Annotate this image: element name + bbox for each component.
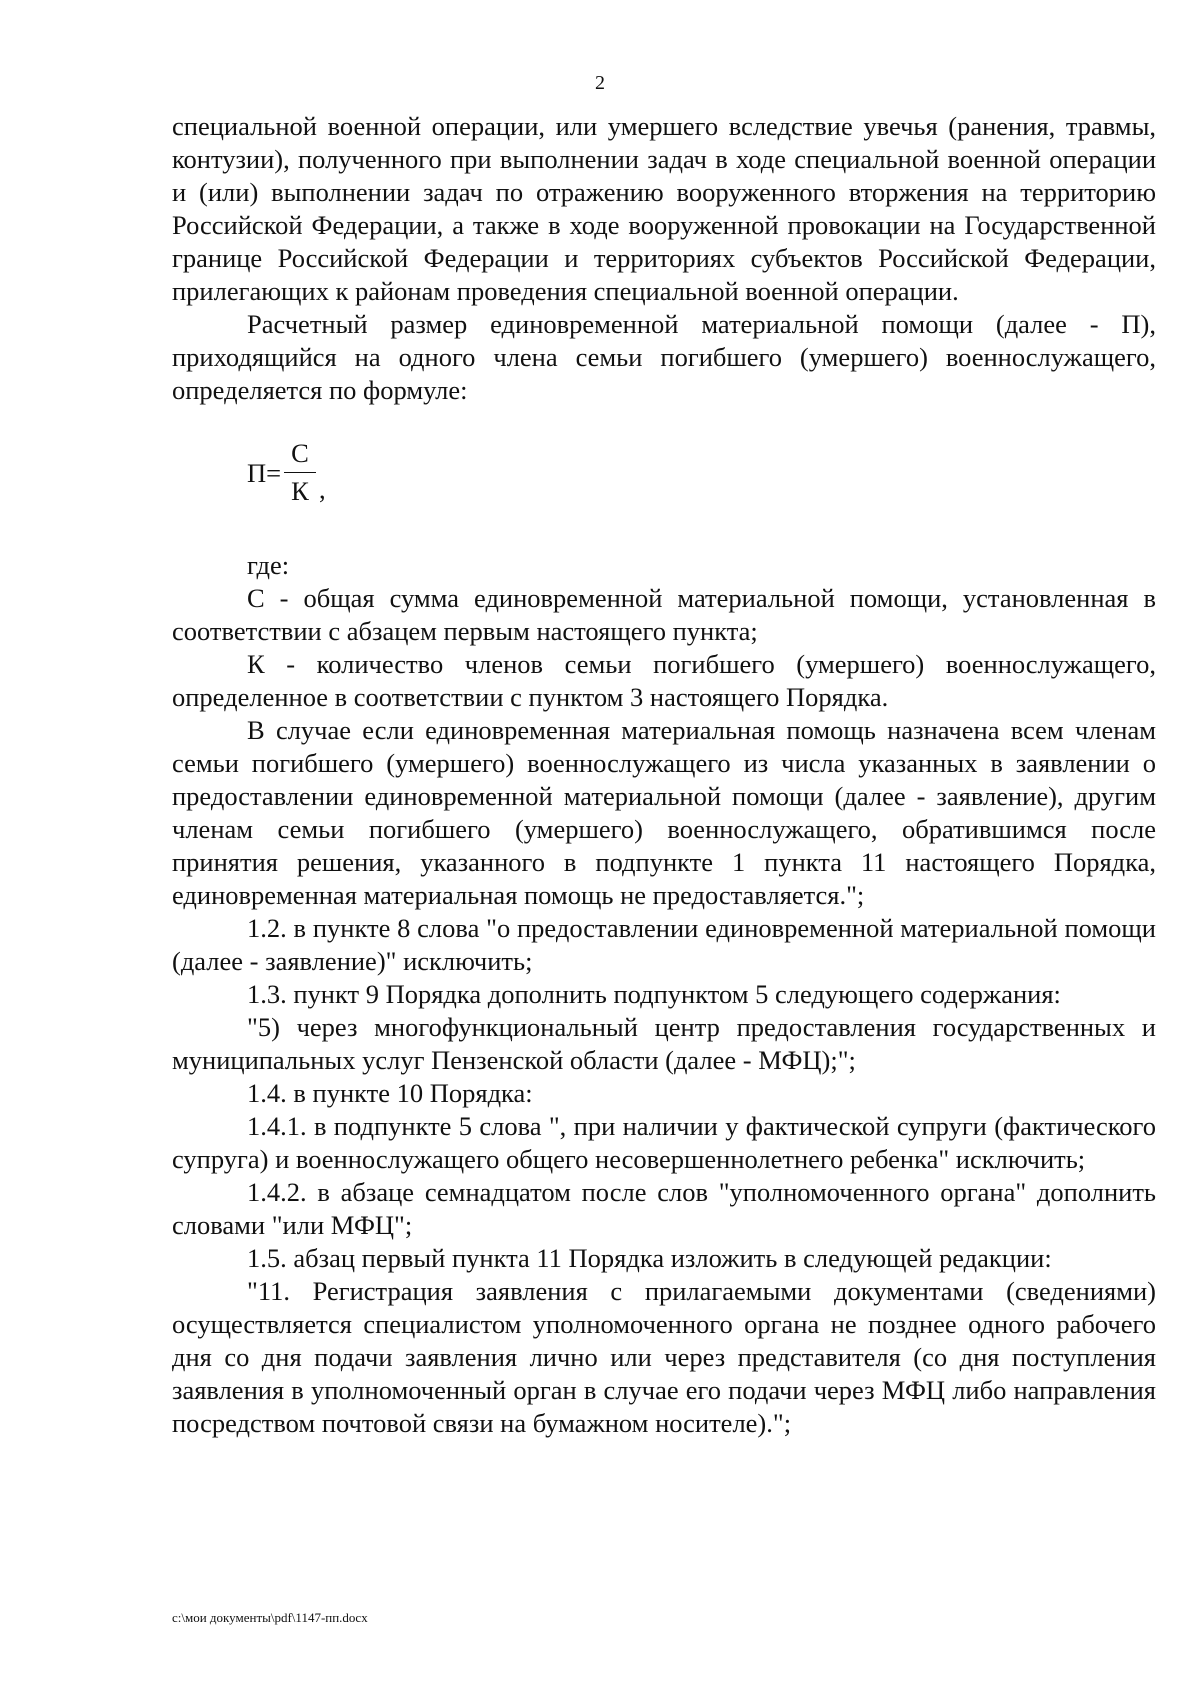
footer-file-path: c:\мои документы\pdf\1147-пп.docx — [172, 1610, 368, 1625]
paragraph-c-definition: С - общая сумма единовременной материальной помощи, установленная в соответствии с абзацем первым настоящего пункта; — [172, 583, 1156, 646]
paragraph-formula-intro: Расчетный размер единовременной материальной помощи (далее - П), приходящийся на одного члена семьи погибшего (умершего) военнослужащего, определяется по формуле: — [172, 309, 1156, 405]
formula-comma: , — [319, 474, 326, 504]
paragraph-1-4-1: 1.4.1. в подпункте 5 слова ", при наличии у фактической супруги (фактического супруга) и военнослужащего общего несовершеннолетнего ребенка" исключить; — [172, 1111, 1156, 1174]
paragraph-where: где: — [247, 550, 290, 580]
paragraph-1-4-2: 1.4.2. в абзаце семнадцатом после слов "уполномоченного органа" дополнить словами "или МФЦ"; — [172, 1177, 1156, 1240]
paragraph-1-2: 1.2. в пункте 8 слова "о предоставлении единовременной материальной помощи (далее - заявление)" исключить; — [172, 913, 1156, 976]
paragraph-1-3-quote: "5) через многофункциональный центр предоставления государственных и муниципальных услуг Пензенской области (далее - МФЦ);"; — [172, 1012, 1156, 1075]
page-number: 2 — [595, 72, 605, 94]
paragraph-case: В случае если единовременная материальная помощь назначена всем членам семьи погибшего (умершего) военнослужащего из числа указанных в заявлении о предоставлении единовременной материальной помощи (далее - заявление), другим членам семьи погибшего (умершего) военнослужащего, обратившимся после принятия решения, указанного в подпункте 1 пункта 11 настоящего Порядка, единовременная материальная помощь не предоставляется."; — [172, 715, 1156, 910]
paragraph-continuation: специальной военной операции, или умершего вследствие увечья (ранения, травмы, контузии), полученного при выполнении задач в ходе специальной военной операции и (или) выполнении задач по отражению вооруженного вторжения на территорию Российской Федерации, а также в ходе вооруженной провокации на Государственной границе Российской Федерации и территориях субъектов Российской Федерации, прилегающих к районам проведения специальной военной операции. — [172, 111, 1156, 306]
formula — [172, 407, 1156, 549]
paragraph-1-3: 1.3. пункт 9 Порядка дополнить подпунктом 5 следующего содержания: — [247, 979, 1061, 1009]
paragraph-1-5: 1.5. абзац первый пункта 11 Порядка изложить в следующей редакции: — [247, 1243, 1052, 1273]
document-body — [172, 110, 1156, 1440]
formula-numerator: С — [284, 437, 316, 473]
formula-lhs: П= — [247, 458, 282, 488]
formula-fraction — [284, 437, 316, 508]
paragraph-1-4: 1.4. в пункте 10 Порядка: — [247, 1078, 533, 1108]
paragraph-1-5-quote: "11. Регистрация заявления с прилагаемыми документами (сведениями) осуществляется специалистом уполномоченного органа не позднее одного рабочего дня со дня подачи заявления лично или через представителя (со дня поступления заявления в уполномоченный орган в случае его подачи через МФЦ либо направления посредством почтовой связи на бумажном носителе)."; — [172, 1276, 1156, 1438]
formula-denominator: К — [291, 476, 309, 506]
paragraph-k-definition: К - количество членов семьи погибшего (умершего) военнослужащего, определенное в соответствии с пунктом 3 настоящего Порядка. — [172, 649, 1156, 712]
